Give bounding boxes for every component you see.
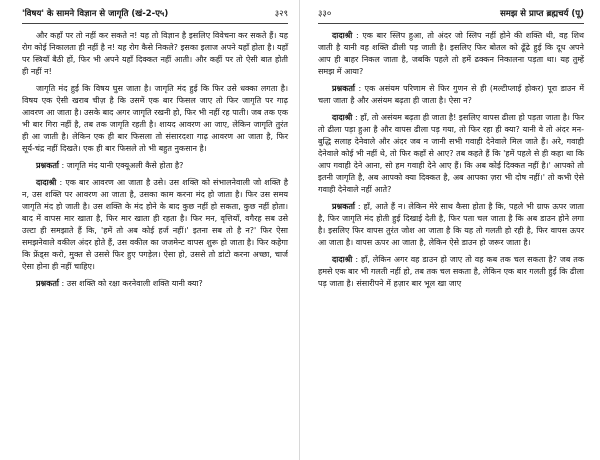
paragraph-text: हाँ, लेकिन अगर वह डाउन हो जाए तो वह कब तक चल सकता है? जब तक हमसे एक बार भी गलती नहीं हो, तब तक चल सकता है, लेकिन एक बार गलती हुई कि ढीला पड़ जाता है। संसारीपने में हज़ार बार भूल खा जाए <box>318 255 585 288</box>
paragraph-text: एक बार आवरण आ जाता है उसे। उस शक्ति को संभालनेवाली जो शक्ति है न, उस शक्ति पर आवरण आ जाता है, उसका काम करना मंद हो जाता है। फिर उस समय जागृति मंद हो जाती है। उस शक्ति के मंद होने के बाद कुछ नहीं हो सकता, कुछ नहीं होता। बाद में वापस मार खाता है, फिर मार खाता ही रहता है। फिर मन, वृत्तियाँ, वगैरह सब उसे उल्टा ही समझाते हैं कि, 'हमें तो अब कोई हर्ज नहीं।' इतना सब तो है न?' फिर ऐसा समझनेवाले वकील अंदर होते हैं, उस वकील का जजमेन्ट वापस शुरू हो जाता है। फिर कहेगा कि फ्रेंड्स करो, मुक्त से उससे फिर हुए पगड़ेल। ऐसा हो, उससे तो डांटो करना अच्छा, चार्ज ऐसा होना ही नहीं चाहिए। <box>22 178 288 271</box>
right-page <box>300 0 600 460</box>
paragraph: दादाश्री : एक बार स्लिप हुआ, तो अंदर जो स्लिप नहीं होने की शक्ति थी, वह शिथ जाती है यानी वह शक्ति ढीली पड़ जाती है। इसलिए फिर बोतल को ढूँढे हुई कि दूध अपने आप ही बाहर निकल जाता है, जबकि पहले तो हमें ढक्कन निकालना पड़ता था। यह तुम्हें समझ में आया? <box>318 31 585 76</box>
paragraph <box>22 30 288 78</box>
right-page-header <box>318 8 584 24</box>
paragraph: प्रश्नकर्ता : एक असंयम परिणाम से फिर गुणन से ही (मल्टीप्लाई होकर) पूरा डाउन में चला जाता है और असंयम बढ़ता ही जाता है। ऐसा न? <box>318 84 585 105</box>
paragraph-text: एक असंयम परिणाम से फिर गुणन से ही (मल्टीप्लाई होकर) पूरा डाउन में चला जाता है और असंयम बढ़ता ही जाता है। ऐसा न? <box>318 84 585 105</box>
left-page-body <box>22 30 288 290</box>
paragraph-text: और कहाँ पर तो नहीं कर सकते न! यह तो विज्ञान है इसलिए विवेचना कर सकते हैं। यह रोग कोई निकालता ही नहीं है न! यह रोग कैसे निकले? इसका इलाज अपने यहाँ होता है। यहाँ पर स्त्रियाँ बैठी हों, फिर भी अपने यहाँ दिक्कत नहीं आती। और कहीं पर तो ऐसी बात होती ही नहीं न! <box>22 31 288 76</box>
left-page-number: ३२९ <box>274 9 288 19</box>
left-page-header <box>22 8 288 24</box>
speaker-label: प्रश्नकर्ता <box>332 84 355 93</box>
speaker-label: दादाश्री <box>332 113 353 122</box>
speaker-label: दादाश्री <box>36 178 57 187</box>
speaker-label: दादाश्री <box>332 31 353 40</box>
paragraph <box>22 83 288 155</box>
paragraph-text: एक बार स्लिप हुआ, तो अंदर जो स्लिप नहीं होने की शक्ति थी, वह शिथ जाती है यानी वह शक्ति ढीली पड़ जाती है। इसलिए फिर बोतल को ढूँढे हुई कि दूध अपने आप ही बाहर निकल जाता है, जबकि पहले तो हमें ढक्कन निकालना पड़ता था। यह तुम्हें समझ में आया? <box>318 31 585 76</box>
paragraph-text: जागृति मंद यानी एक्यूअली कैसे होता है? <box>66 161 184 170</box>
paragraph-text: हाँ, आते हैं न। लेकिन मेरे साथ कैसा होता है कि, पहले भी ग्राफ ऊपर जाता है, फिर जागृति मंद होती हुई दिखाई देती है, फिर पता चल जाता है कि अब डाउन होने लगा है। इसलिए फिर वापस तुरंत जोश आ जाता है कि यह तो गलती हो रही है, फिर वापस ऊपर आ जाता है। वापस ऊपर आ जाता है, लेकिन ऐसे डाउन हो जरूर जाता है। <box>318 202 584 247</box>
right-page-number: ३३० <box>318 9 332 19</box>
paragraph-text: जागृति मंद हुई कि विषय घुस जाता है। जागृति मंद हुई कि फिर उसे धक्का लगता है। विषय एक ऐसी खराब चीज़ है कि उसमें एक बार फिसल जाए तो फिर जागृति पर गाढ़ आवरण आ जाता है। उसके बाद अगर जागृति रखनी हो, फिर भी नहीं रह पाती। जब तक एक भी बार गिरा नहीं है, तब तक जागृति रहती है। शायद आवरण आ जाए, लेकिन जागृति तुरंत ही आ जाती है। लेकिन एक ही बार फिसला तो संसारदशा गाढ़ आवरण आ जाता है, फिर सूर्य-चंद्र नहीं दिखते। एक ही बार फिसले तो भी बहुत नुकसान है। <box>22 84 288 153</box>
speaker-label: प्रश्नकर्ता <box>36 279 59 288</box>
right-page-body <box>318 30 584 290</box>
speaker-label: प्रश्नकर्ता <box>36 161 59 170</box>
paragraph: दादाश्री : एक बार आवरण आ जाता है उसे। उस शक्ति को संभालनेवाली जो शक्ति है न, उस शक्ति पर आवरण आ जाता है, उसका काम करना मंद हो जाता है। फिर उस समय जागृति मंद हो जाती है। उस शक्ति के मंद होने के बाद कुछ नहीं हो सकता, कुछ नहीं होता। बाद में वापस मार खाता है, फिर मार खाता ही रहता है। फिर मन, वृत्तियाँ, वगैरह सब उसे उल्टा ही समझाते हैं कि, 'हमें तो अब कोई हर्ज नहीं।' इतना सब तो है न?' फिर ऐसा समझनेवाले वकील अंदर होते हैं, उस वकील का जजमेन्ट वापस शुरू हो जाता है। फिर कहेगा कि फ्रेंड्स करो, मुक्त से उससे फिर हुए पगड़ेल। ऐसा हो, उससे तो डांटो करना अच्छा, चार्ज ऐसा होना ही नहीं चाहिए। <box>22 178 288 271</box>
paragraph: दादाश्री : हाँ, लेकिन अगर वह डाउन हो जाए तो वह कब तक चल सकता है? जब तक हमसे एक बार भी गलती नहीं हो, तब तक चल सकता है, लेकिन एक बार गलती हुई कि ढीला पड़ जाता है। संसारीपने में हज़ार बार भूल खा जाए <box>318 255 585 288</box>
paragraph: प्रश्नकर्ता : जागृति मंद यानी एक्यूअली कैसे होता है? <box>36 161 184 170</box>
right-page-running-title: समझ से प्राप्त ब्रह्मचर्य (पू) <box>500 9 584 19</box>
paragraph: प्रश्नकर्ता : उस शक्ति को रक्षा करनेवाली शक्ति यानी क्या? <box>36 279 203 288</box>
left-page-running-title: 'विषय' के सामने विज्ञान से जागृति (खं-2-ए५) <box>22 9 169 19</box>
paragraph: दादाश्री : हाँ, तो असंयम बढ़ता ही जाता है! इसलिए वापस ढीला हो पड़ता जाता है। फिर तो ढीला पड़ा हुआ है और वापस ढीला पड़ गया, तो फिर रहा ही क्या? यानी वे तो अंदर मन-बुद्धि सलाह देनेवाले और अंदर जब न जानी सभी गवाही देनेवाले मिल जाते हैं। अरे, गवाही देनेवाले कोई भी नहीं थे, तो फिर कहाँ से आए? तब कहते हैं कि 'हमें पहले से ही कहा था कि आप गवाही देने आना, सो हम गवाही देने आए हैं। कि अब कोई दिक्कत नहीं है।' आपको तो इतनी जागृति है, अब आपको क्या दिक्कत है, अब आपका ज़रा भी दोष नहीं।' तो कभी ऐसे गवाही देनेवाले नहीं आते? <box>318 113 585 194</box>
paragraph: प्रश्नकर्ता : हाँ, आते हैं न। लेकिन मेरे साथ कैसा होता है कि, पहले भी ग्राफ ऊपर जाता है, फिर जागृति मंद होती हुई दिखाई देती है, फिर पता चल जाता है कि अब डाउन होने लगा है। इसलिए फिर वापस तुरंत जोश आ जाता है कि यह तो गलती हो रही है, फिर वापस ऊपर आ जाता है। वापस ऊपर आ जाता है, लेकिन ऐसे डाउन हो जरूर जाता है। <box>318 202 584 247</box>
speaker-label: दादाश्री <box>332 255 353 264</box>
paragraph-text: हाँ, तो असंयम बढ़ता ही जाता है! इसलिए वापस ढीला हो पड़ता जाता है। फिर तो ढीला पड़ा हुआ है और वापस ढीला पड़ गया, तो फिर रहा ही क्या? यानी वे तो अंदर मन-बुद्धि सलाह देनेवाले और अंदर जब न जानी सभी गवाही देनेवाले मिल जाते हैं। अरे, गवाही देनेवाले कोई भी नहीं थे, तो फिर कहाँ से आए? तब कहते हैं कि 'हमें पहले से ही कहा था कि आप गवाही देने आना, सो हम गवाही देने आए हैं। कि अब कोई दिक्कत नहीं है।' आपको तो इतनी जागृति है, अब आपको क्या दिक्कत है, अब आपका ज़रा भी दोष नहीं।' तो कभी ऐसे गवाही देनेवाले नहीं आते? <box>318 113 585 194</box>
paragraph-text: उस शक्ति को रक्षा करनेवाली शक्ति यानी क्या? <box>66 279 203 288</box>
speaker-label: प्रश्नकर्ता <box>332 202 355 211</box>
